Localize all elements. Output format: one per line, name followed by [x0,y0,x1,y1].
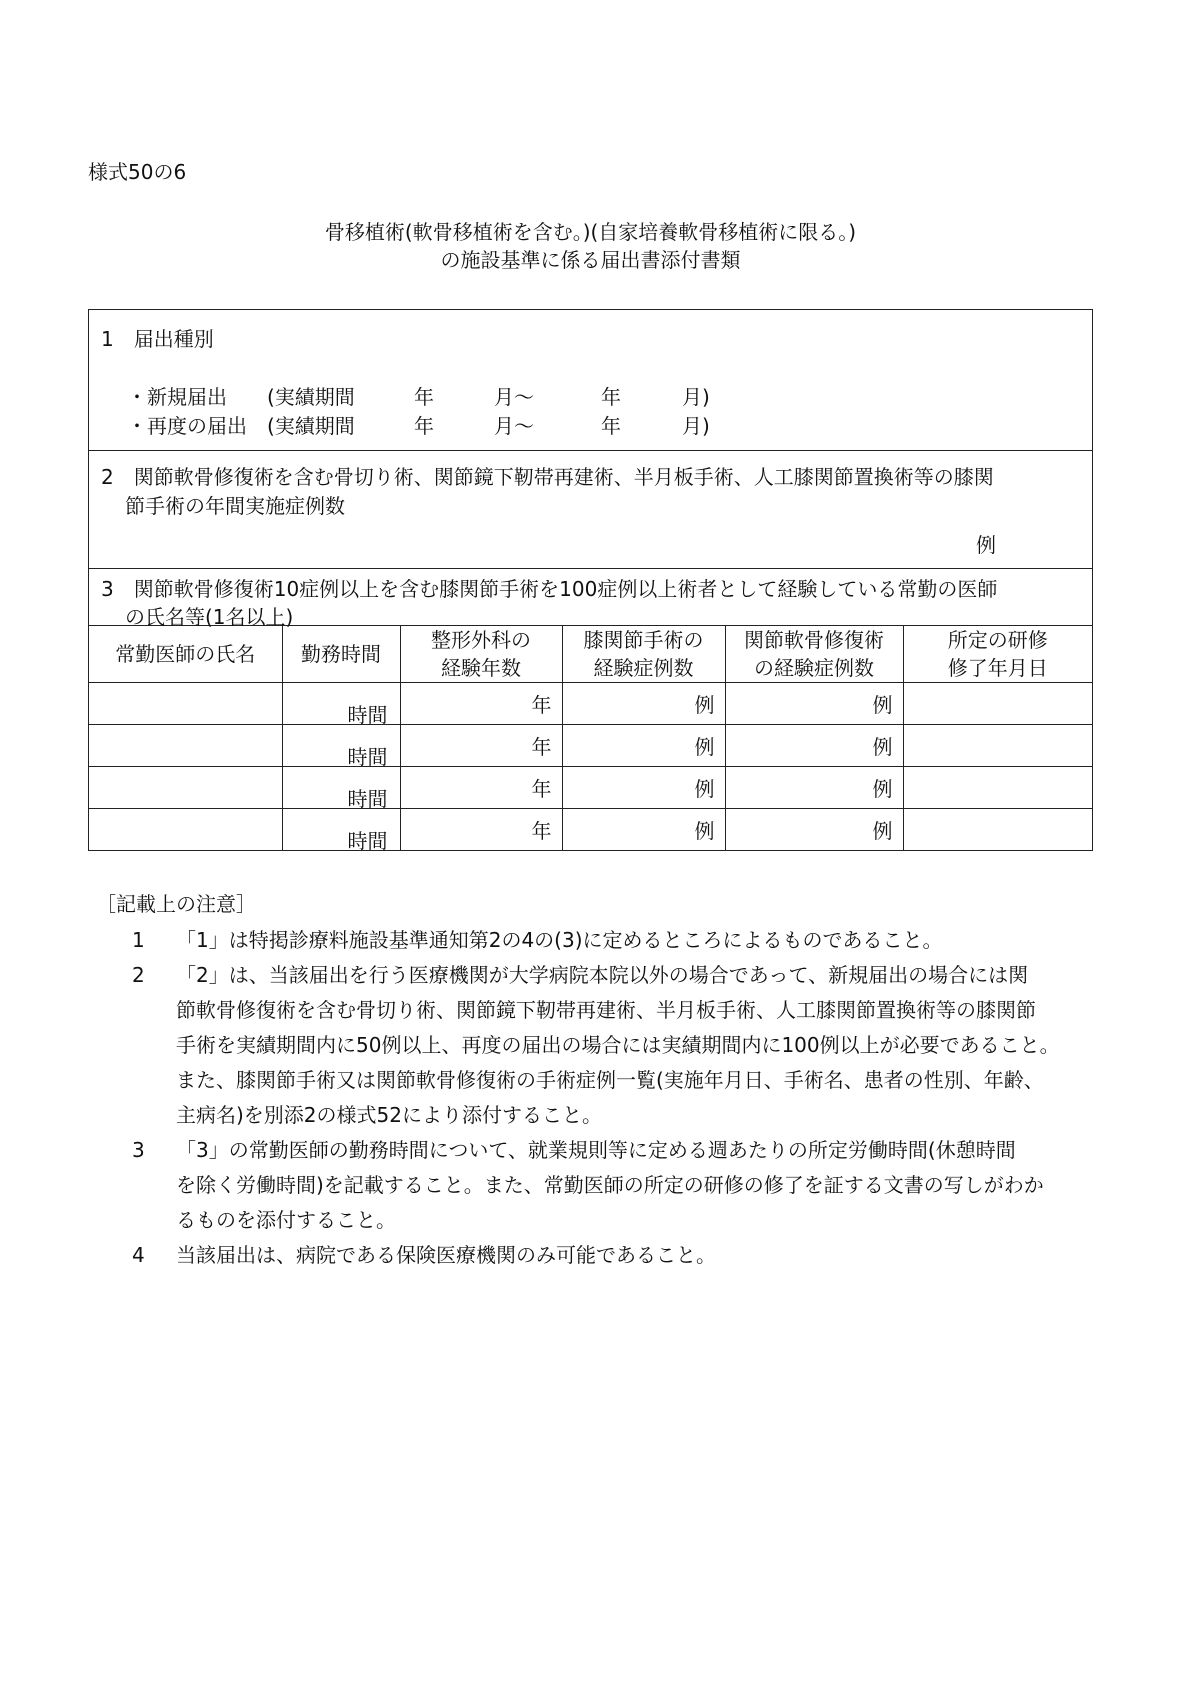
table-row [89,809,1092,851]
hours-cell[interactable]: 時間 [282,725,400,767]
section2-text [101,463,1082,521]
period-label: (実績期間 [267,385,355,409]
name-cell[interactable] [89,683,282,725]
hours-cell[interactable]: 時間 [282,683,400,725]
form-id: 様式50の6 [88,160,187,184]
period-label: (実績期間 [267,414,355,438]
header-orthopedic-years: 整形外科の 経験年数 [400,626,562,683]
cartilage-cases-cell[interactable]: 例 [725,725,903,767]
header-knee-cases: 膝関節手術の 経験症例数 [562,626,725,683]
name-cell[interactable] [89,767,282,809]
table-row [89,683,1092,725]
section3-line-1: 3 関節軟骨修復術10症例以上を含む膝関節手術を100症例以上術者として経験している常勤の医師 [101,577,998,601]
section-notification-type [89,310,1092,451]
years-cell[interactable]: 年 [400,767,562,809]
month-unit: 月) [682,414,710,438]
section2-line-1: 2 関節軟骨修復術を含む骨切り術、関節鏡下靭帯再建術、半月板手術、人工膝関節置換術等の膝関 [101,465,994,489]
training-date-cell[interactable] [903,725,1092,767]
month-unit: 月) [682,385,710,409]
section-physicians [89,569,1092,853]
note-number: 1 [132,928,145,952]
title-line-2: の施設基準に係る届出書添付書類 [440,248,741,272]
knee-cases-cell[interactable]: 例 [562,683,725,725]
year-unit: 年 [601,385,621,409]
section1-heading: 1 届出種別 [101,327,214,351]
year-unit: 年 [414,385,434,409]
training-date-cell[interactable] [903,809,1092,851]
cartilage-cases-cell[interactable]: 例 [725,809,903,851]
row-label: ・再度の届出 [127,414,247,438]
years-cell[interactable]: 年 [400,809,562,851]
header-physician-name: 常勤医師の氏名 [89,626,282,683]
table-header-row [89,626,1092,683]
notes-heading: ［記載上の注意］ [96,892,256,916]
header-training-date: 所定の研修 修了年月日 [903,626,1092,683]
header-working-hours: 勤務時間 [282,626,400,683]
year-unit: 年 [601,414,621,438]
training-date-cell[interactable] [903,683,1092,725]
name-cell[interactable] [89,809,282,851]
years-cell[interactable]: 年 [400,683,562,725]
notes-section [88,888,1098,1273]
section-annual-cases [89,451,1092,569]
month-unit: 月～ [494,385,534,409]
cartilage-cases-cell[interactable]: 例 [725,767,903,809]
note-item [88,958,1098,1133]
header-cartilage-cases: 関節軟骨修復術 の経験症例数 [725,626,903,683]
document-title [0,218,1181,274]
title-line-1: 骨移植術(軟骨移植術を含む。)(自家培養軟骨移植術に限る。) [324,220,857,244]
hours-cell[interactable]: 時間 [282,809,400,851]
training-date-cell[interactable] [903,767,1092,809]
table-row [89,725,1092,767]
note-body: 当該届出は、病院である保険医療機関のみ可能であること。 [176,1243,716,1267]
note-item [88,923,1098,958]
year-unit: 年 [414,414,434,438]
note-body: 「3」の常勤医師の勤務時間について、就業規則等に定める週あたりの所定労働時間(休憩時間 を除く労働時間)を記載すること。また、常勤医師の所定の研修の修了を証する文書の写しがわか るものを添付すること。 [176,1138,1044,1232]
cases-unit: 例 [976,533,996,557]
form-box [88,309,1093,851]
note-number: 3 [132,1138,145,1162]
month-unit: 月～ [494,414,534,438]
physician-table [89,625,1092,853]
hours-cell[interactable]: 時間 [282,767,400,809]
note-item [88,1133,1098,1238]
years-cell[interactable]: 年 [400,725,562,767]
table-row [89,767,1092,809]
row-label: ・新規届出 [127,385,227,409]
knee-cases-cell[interactable]: 例 [562,767,725,809]
knee-cases-cell[interactable]: 例 [562,809,725,851]
note-number: 4 [132,1243,145,1267]
cartilage-cases-cell[interactable]: 例 [725,683,903,725]
section2-line-2: 節手術の年間実施症例数 [125,494,345,518]
name-cell[interactable] [89,725,282,767]
note-body: 「2」は、当該届出を行う医療機関が大学病院本院以外の場合であって、新規届出の場合には関 節軟骨修復術を含む骨切り術、関節鏡下靭帯再建術、半月板手術、人工膝関節置換術等の膝関節 手術を実績期間内に50例以上、再度の届出の場合には実績期間内に100例以上が必要であること。 また、膝関節手術又は関節軟骨修復術の手術症例一覧(実施年月日、手術名、患者の性別、年齢、 主病名)を別添2の様式52により添付すること。 [176,963,1060,1127]
note-number: 2 [132,963,145,987]
section3-text [89,569,1092,629]
note-item [88,1238,1098,1273]
section3-line-2: の氏名等(1名以上) [125,605,294,629]
note-body: 「1」は特掲診療料施設基準通知第2の4の(3)に定めるところによるものであること。 [176,928,943,952]
knee-cases-cell[interactable]: 例 [562,725,725,767]
